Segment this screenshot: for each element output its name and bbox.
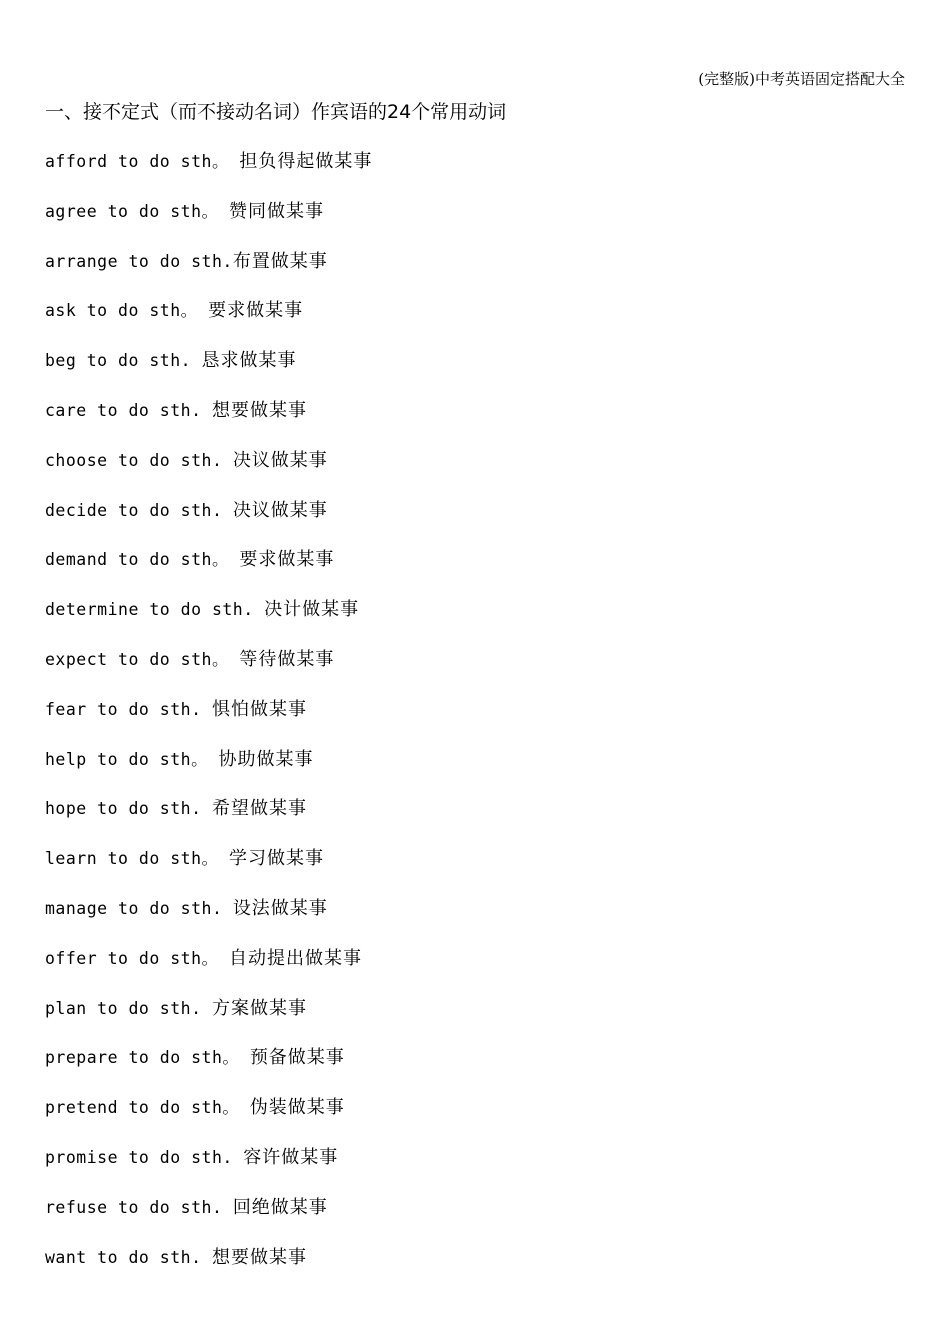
phrase-row xyxy=(45,399,372,449)
phrase-english: demand to do sth。 xyxy=(45,550,240,570)
phrase-row xyxy=(45,698,372,748)
phrase-chinese: 决计做某事 xyxy=(264,599,360,621)
phrase-english: hope to do sth. xyxy=(45,799,212,819)
phrase-row xyxy=(45,1246,372,1296)
phrase-chinese: 伪装做某事 xyxy=(249,1097,345,1119)
phrase-english: pretend to do sth。 xyxy=(45,1098,250,1118)
section-title: 一、接不定式（而不接动名词）作宾语的24个常用动词 xyxy=(45,101,507,123)
phrase-english: arrange to do sth. xyxy=(45,251,233,271)
phrase-row xyxy=(45,648,372,698)
phrase-english: afford to do sth。 xyxy=(45,152,240,171)
phrase-chinese: 设法做某事 xyxy=(232,897,328,919)
phrase-row xyxy=(45,897,372,947)
phrase-row xyxy=(45,947,372,997)
phrase-chinese: 等待做某事 xyxy=(239,648,335,670)
phrase-row xyxy=(45,250,372,300)
phrase-row xyxy=(45,299,372,349)
phrase-english: ask to do sth。 xyxy=(45,301,209,321)
phrase-chinese: 恳求做某事 xyxy=(201,350,297,372)
phrase-english: plan to do sth. xyxy=(45,998,212,1018)
phrase-english: learn to do sth。 xyxy=(45,849,229,869)
phrase-row xyxy=(45,548,372,598)
phrase-row xyxy=(45,598,372,648)
phrase-english: beg to do sth. xyxy=(45,351,202,371)
phrase-list xyxy=(45,150,372,1295)
phrase-row xyxy=(45,449,372,499)
phrase-chinese: 协助做某事 xyxy=(218,748,314,770)
phrase-english: fear to do sth. xyxy=(45,699,212,719)
phrase-english: offer to do sth。 xyxy=(45,948,229,968)
phrase-row xyxy=(45,1196,372,1246)
phrase-chinese: 想要做某事 xyxy=(211,399,307,421)
phrase-chinese: 布置做某事 xyxy=(232,250,328,272)
phrase-english: manage to do sth. xyxy=(45,898,233,918)
phrase-chinese: 容许做某事 xyxy=(243,1146,339,1168)
phrase-row xyxy=(45,1146,372,1196)
phrase-chinese: 回绝做某事 xyxy=(232,1196,328,1218)
phrase-english: agree to do sth。 xyxy=(45,201,229,221)
phrase-chinese: 想要做某事 xyxy=(211,1246,307,1268)
phrase-chinese: 预备做某事 xyxy=(249,1047,345,1069)
phrase-row xyxy=(45,847,372,897)
phrase-english: want to do sth. xyxy=(45,1247,212,1267)
phrase-row xyxy=(45,748,372,798)
phrase-chinese: 方案做某事 xyxy=(211,997,307,1019)
phrase-chinese: 惧怕做某事 xyxy=(211,698,307,720)
document-header: (完整版)中考英语固定搭配大全 xyxy=(698,70,905,88)
phrase-row xyxy=(45,1096,372,1146)
phrase-english: expect to do sth。 xyxy=(45,649,240,669)
phrase-english: promise to do sth. xyxy=(45,1147,244,1167)
phrase-row xyxy=(45,1046,372,1096)
phrase-english: choose to do sth. xyxy=(45,450,233,470)
phrase-chinese: 学习做某事 xyxy=(228,848,324,870)
phrase-chinese: 要求做某事 xyxy=(208,300,304,322)
phrase-row xyxy=(45,499,372,549)
phrase-english: care to do sth. xyxy=(45,400,212,420)
phrase-chinese: 担负得起做某事 xyxy=(239,151,373,172)
phrase-english: refuse to do sth. xyxy=(45,1197,233,1217)
phrase-row xyxy=(45,349,372,399)
phrase-english: decide to do sth. xyxy=(45,500,233,520)
phrase-row xyxy=(45,997,372,1047)
phrase-chinese: 决议做某事 xyxy=(232,449,328,471)
phrase-chinese: 要求做某事 xyxy=(239,549,335,571)
phrase-chinese: 决议做某事 xyxy=(232,499,328,521)
phrase-chinese: 希望做某事 xyxy=(211,798,307,820)
phrase-row xyxy=(45,150,372,200)
phrase-english: determine to do sth. xyxy=(45,600,265,620)
phrase-chinese: 赞同做某事 xyxy=(228,200,324,222)
phrase-chinese: 自动提出做某事 xyxy=(228,947,362,969)
phrase-english: help to do sth。 xyxy=(45,749,219,769)
phrase-english: prepare to do sth。 xyxy=(45,1048,250,1068)
phrase-row xyxy=(45,200,372,250)
phrase-row xyxy=(45,797,372,847)
